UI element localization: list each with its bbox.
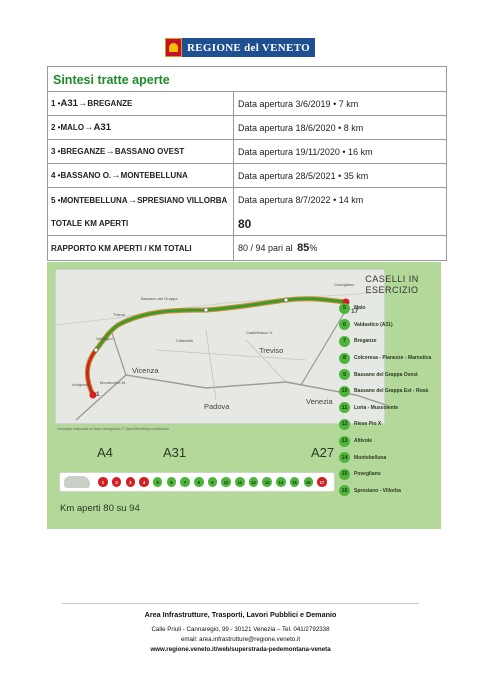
segment-info: Data apertura 28/5/2021 • 35 km bbox=[238, 170, 369, 181]
casello-number-badge: 10 bbox=[339, 386, 350, 397]
stop-dot: 8 bbox=[194, 477, 204, 487]
segment-number: 5 • bbox=[51, 195, 61, 205]
total-label: TOTALE KM APERTI bbox=[48, 212, 234, 235]
segment-row bbox=[48, 140, 446, 164]
caselli-list bbox=[339, 300, 439, 499]
segment-row bbox=[48, 92, 446, 116]
casello-item bbox=[339, 350, 439, 367]
segment-label bbox=[48, 188, 234, 212]
ratio-percent: 85 bbox=[297, 242, 310, 254]
casello-number-badge: 15 bbox=[339, 469, 350, 480]
casello-name: Loria - Mussolente bbox=[354, 404, 399, 411]
ratio-text: 80 / 94 pari al bbox=[238, 243, 293, 253]
casello-name: Povegliano bbox=[354, 471, 381, 478]
casello-name: Valdastico (A31) bbox=[354, 321, 393, 328]
segment-number: 2 • bbox=[51, 123, 61, 132]
city-conegliano: Conegliano bbox=[334, 282, 355, 287]
footer-divider bbox=[62, 603, 419, 604]
stop-dot: 1 bbox=[98, 477, 108, 487]
casello-number-badge: 9 bbox=[339, 369, 350, 380]
casello-item bbox=[339, 483, 439, 500]
casello-number-badge: 7 bbox=[339, 336, 350, 347]
casello-number-badge: 16 bbox=[339, 485, 350, 496]
segment-info: Data apertura 18/6/2020 • 8 km bbox=[238, 122, 364, 133]
segment-info: Data apertura 3/6/2019 • 7 km bbox=[238, 98, 359, 109]
segment-from: MALO bbox=[60, 123, 85, 132]
caselli-title: CASELLI IN ESERCIZIO bbox=[365, 274, 419, 295]
segment-label bbox=[48, 164, 234, 187]
segment-from: BREGANZE bbox=[60, 147, 106, 156]
logo-text: REGIONE del VENETO bbox=[182, 38, 315, 57]
start-marker-label: 1 bbox=[96, 391, 100, 398]
footer-address: Calle Priuli - Cannaregio, 99 - 30121 Venezia – Tel. 041/2792338 bbox=[151, 626, 330, 633]
footer-department: Area Infrastrutture, Trasporti, Lavori Pubblici e Demanio bbox=[144, 610, 337, 619]
stop-dot: 3 bbox=[126, 477, 136, 487]
highway-a31-label: A31 bbox=[163, 445, 187, 460]
casello-item bbox=[339, 333, 439, 350]
km-note: Km aperti 80 su 94 bbox=[60, 503, 140, 514]
arrow-icon: → bbox=[111, 170, 121, 181]
stop-dot: 16 bbox=[304, 477, 314, 487]
lion-crest-icon bbox=[165, 38, 182, 57]
pedemontana-route-underlay bbox=[87, 299, 346, 395]
ratio-row bbox=[48, 236, 446, 260]
segment-from: MONTEBELLUNA bbox=[60, 195, 128, 205]
arrow-icon: → bbox=[127, 194, 138, 206]
map-credit: Immagine elaborata su base cartografica © OpenStreetMap contributors bbox=[57, 427, 169, 431]
summary-table bbox=[47, 66, 447, 261]
highway-a4-label: A4 bbox=[97, 445, 113, 460]
segment-to: A31 bbox=[93, 122, 111, 133]
segment-to: BREGANZE bbox=[87, 99, 133, 108]
total-row bbox=[48, 212, 446, 236]
casello-item bbox=[339, 300, 439, 317]
segment-info: Data apertura 19/11/2020 • 16 km bbox=[238, 146, 373, 157]
total-value: 80 bbox=[238, 216, 252, 231]
ratio-percent-sign: % bbox=[309, 243, 318, 253]
stop-dot: 7 bbox=[180, 477, 190, 487]
stop-dot: 6 bbox=[167, 477, 177, 487]
casello-item bbox=[339, 366, 439, 383]
stop-dot: 9 bbox=[208, 477, 218, 487]
stop-track bbox=[59, 472, 335, 492]
stop-dot: 14 bbox=[276, 477, 286, 487]
highway-a27-label: A27 bbox=[311, 445, 335, 460]
segment-to: BASSANO OVEST bbox=[114, 147, 185, 156]
casello-item bbox=[339, 317, 439, 334]
ratio-label: RAPPORTO KM APERTI / KM TOTALI bbox=[48, 236, 234, 260]
route-map bbox=[55, 269, 385, 424]
segment-number: 3 • bbox=[51, 147, 61, 156]
stop-dot: 15 bbox=[290, 477, 300, 487]
casello-name: Breganze bbox=[354, 338, 377, 345]
casello-name: Malo bbox=[354, 305, 366, 312]
segment-row bbox=[48, 188, 446, 212]
casello-number-badge: 14 bbox=[339, 452, 350, 463]
segment-to: MONTEBELLUNA bbox=[120, 171, 188, 180]
end-marker-label: 17 bbox=[351, 308, 359, 315]
casello-item bbox=[339, 433, 439, 450]
casello-name: Spresiano - Villorba bbox=[354, 487, 401, 494]
arrow-icon: → bbox=[84, 122, 94, 133]
car-icon bbox=[64, 476, 90, 488]
city-padova: Padova bbox=[204, 402, 230, 411]
city-arzignano: Arzignano bbox=[72, 382, 91, 387]
footer-email: email: area.infrastrutture@regione.veneto.it bbox=[180, 636, 301, 643]
segment-row bbox=[48, 116, 446, 140]
city-bassano: Bassano del Grappa bbox=[141, 296, 178, 301]
stop-dot: 12 bbox=[249, 477, 259, 487]
stop-dot: 17 bbox=[317, 477, 327, 487]
segment-from: A31 bbox=[60, 98, 78, 109]
pedemontana-route bbox=[87, 299, 346, 395]
city-thiene: Thiene bbox=[113, 312, 126, 317]
casello-item bbox=[339, 466, 439, 483]
casello-name: Colceresa - Pianezze - Marostica bbox=[354, 355, 432, 362]
a31-road bbox=[111, 330, 126, 375]
casello-name: Montebelluna bbox=[354, 454, 387, 461]
casello-item bbox=[339, 383, 439, 400]
segment-label bbox=[48, 116, 234, 139]
segment-info: Data apertura 8/7/2022 • 14 km bbox=[238, 195, 364, 205]
segment-to: SPRESIANO VILLORBA bbox=[137, 195, 228, 205]
city-treviso: Treviso bbox=[259, 346, 284, 355]
city-castelfranco: Castelfranco V. bbox=[246, 330, 273, 335]
city-vicenza: Vicenza bbox=[132, 366, 159, 375]
footer-website: www.regione.veneto.it/web/superstrada-pedemontana-veneta bbox=[150, 646, 331, 653]
casello-number-badge: 6 bbox=[339, 319, 350, 330]
city-venezia: Venezia bbox=[306, 397, 333, 406]
casello-number-badge: 13 bbox=[339, 436, 350, 447]
segment-label bbox=[48, 92, 234, 115]
casello-item bbox=[339, 400, 439, 417]
segment-number: 1 • bbox=[51, 99, 61, 108]
casello-name: Bassano del Grappa Ovest bbox=[354, 371, 418, 378]
arrow-icon: → bbox=[77, 98, 88, 109]
city-montecchio: Montecchio M. bbox=[100, 380, 127, 385]
summary-title: Sintesi tratte aperte bbox=[48, 67, 446, 92]
segment-number: 4 • bbox=[51, 171, 61, 180]
stop-dot: 11 bbox=[235, 477, 245, 487]
segment-row bbox=[48, 164, 446, 188]
casello-number-badge: 12 bbox=[339, 419, 350, 430]
stop-dot: 2 bbox=[112, 477, 122, 487]
stop-dot: 5 bbox=[153, 477, 163, 487]
casello-item bbox=[339, 449, 439, 466]
casello-item bbox=[339, 416, 439, 433]
city-cittadella: Cittadella bbox=[176, 338, 193, 343]
ratio-value bbox=[234, 236, 446, 260]
regione-veneto-logo bbox=[165, 38, 315, 57]
city-valdagno: Valdagno bbox=[96, 336, 113, 341]
casello-name: Altivole bbox=[354, 438, 373, 445]
stop-dot: 13 bbox=[262, 477, 272, 487]
casello-name: Bassano del Grappa Est - Rosà bbox=[354, 388, 429, 395]
stop-dot: 4 bbox=[139, 477, 149, 487]
segment-from: BASSANO O. bbox=[60, 171, 112, 180]
map-infographic bbox=[47, 262, 441, 529]
casello-number-badge: 8 bbox=[339, 353, 350, 364]
casello-number-badge: 5 bbox=[339, 303, 350, 314]
casello-number-badge: 11 bbox=[339, 402, 350, 413]
segment-label bbox=[48, 140, 234, 163]
arrow-icon: → bbox=[105, 146, 115, 157]
stop-dot: 10 bbox=[221, 477, 231, 487]
casello-name: Riese Pio X bbox=[354, 421, 382, 428]
